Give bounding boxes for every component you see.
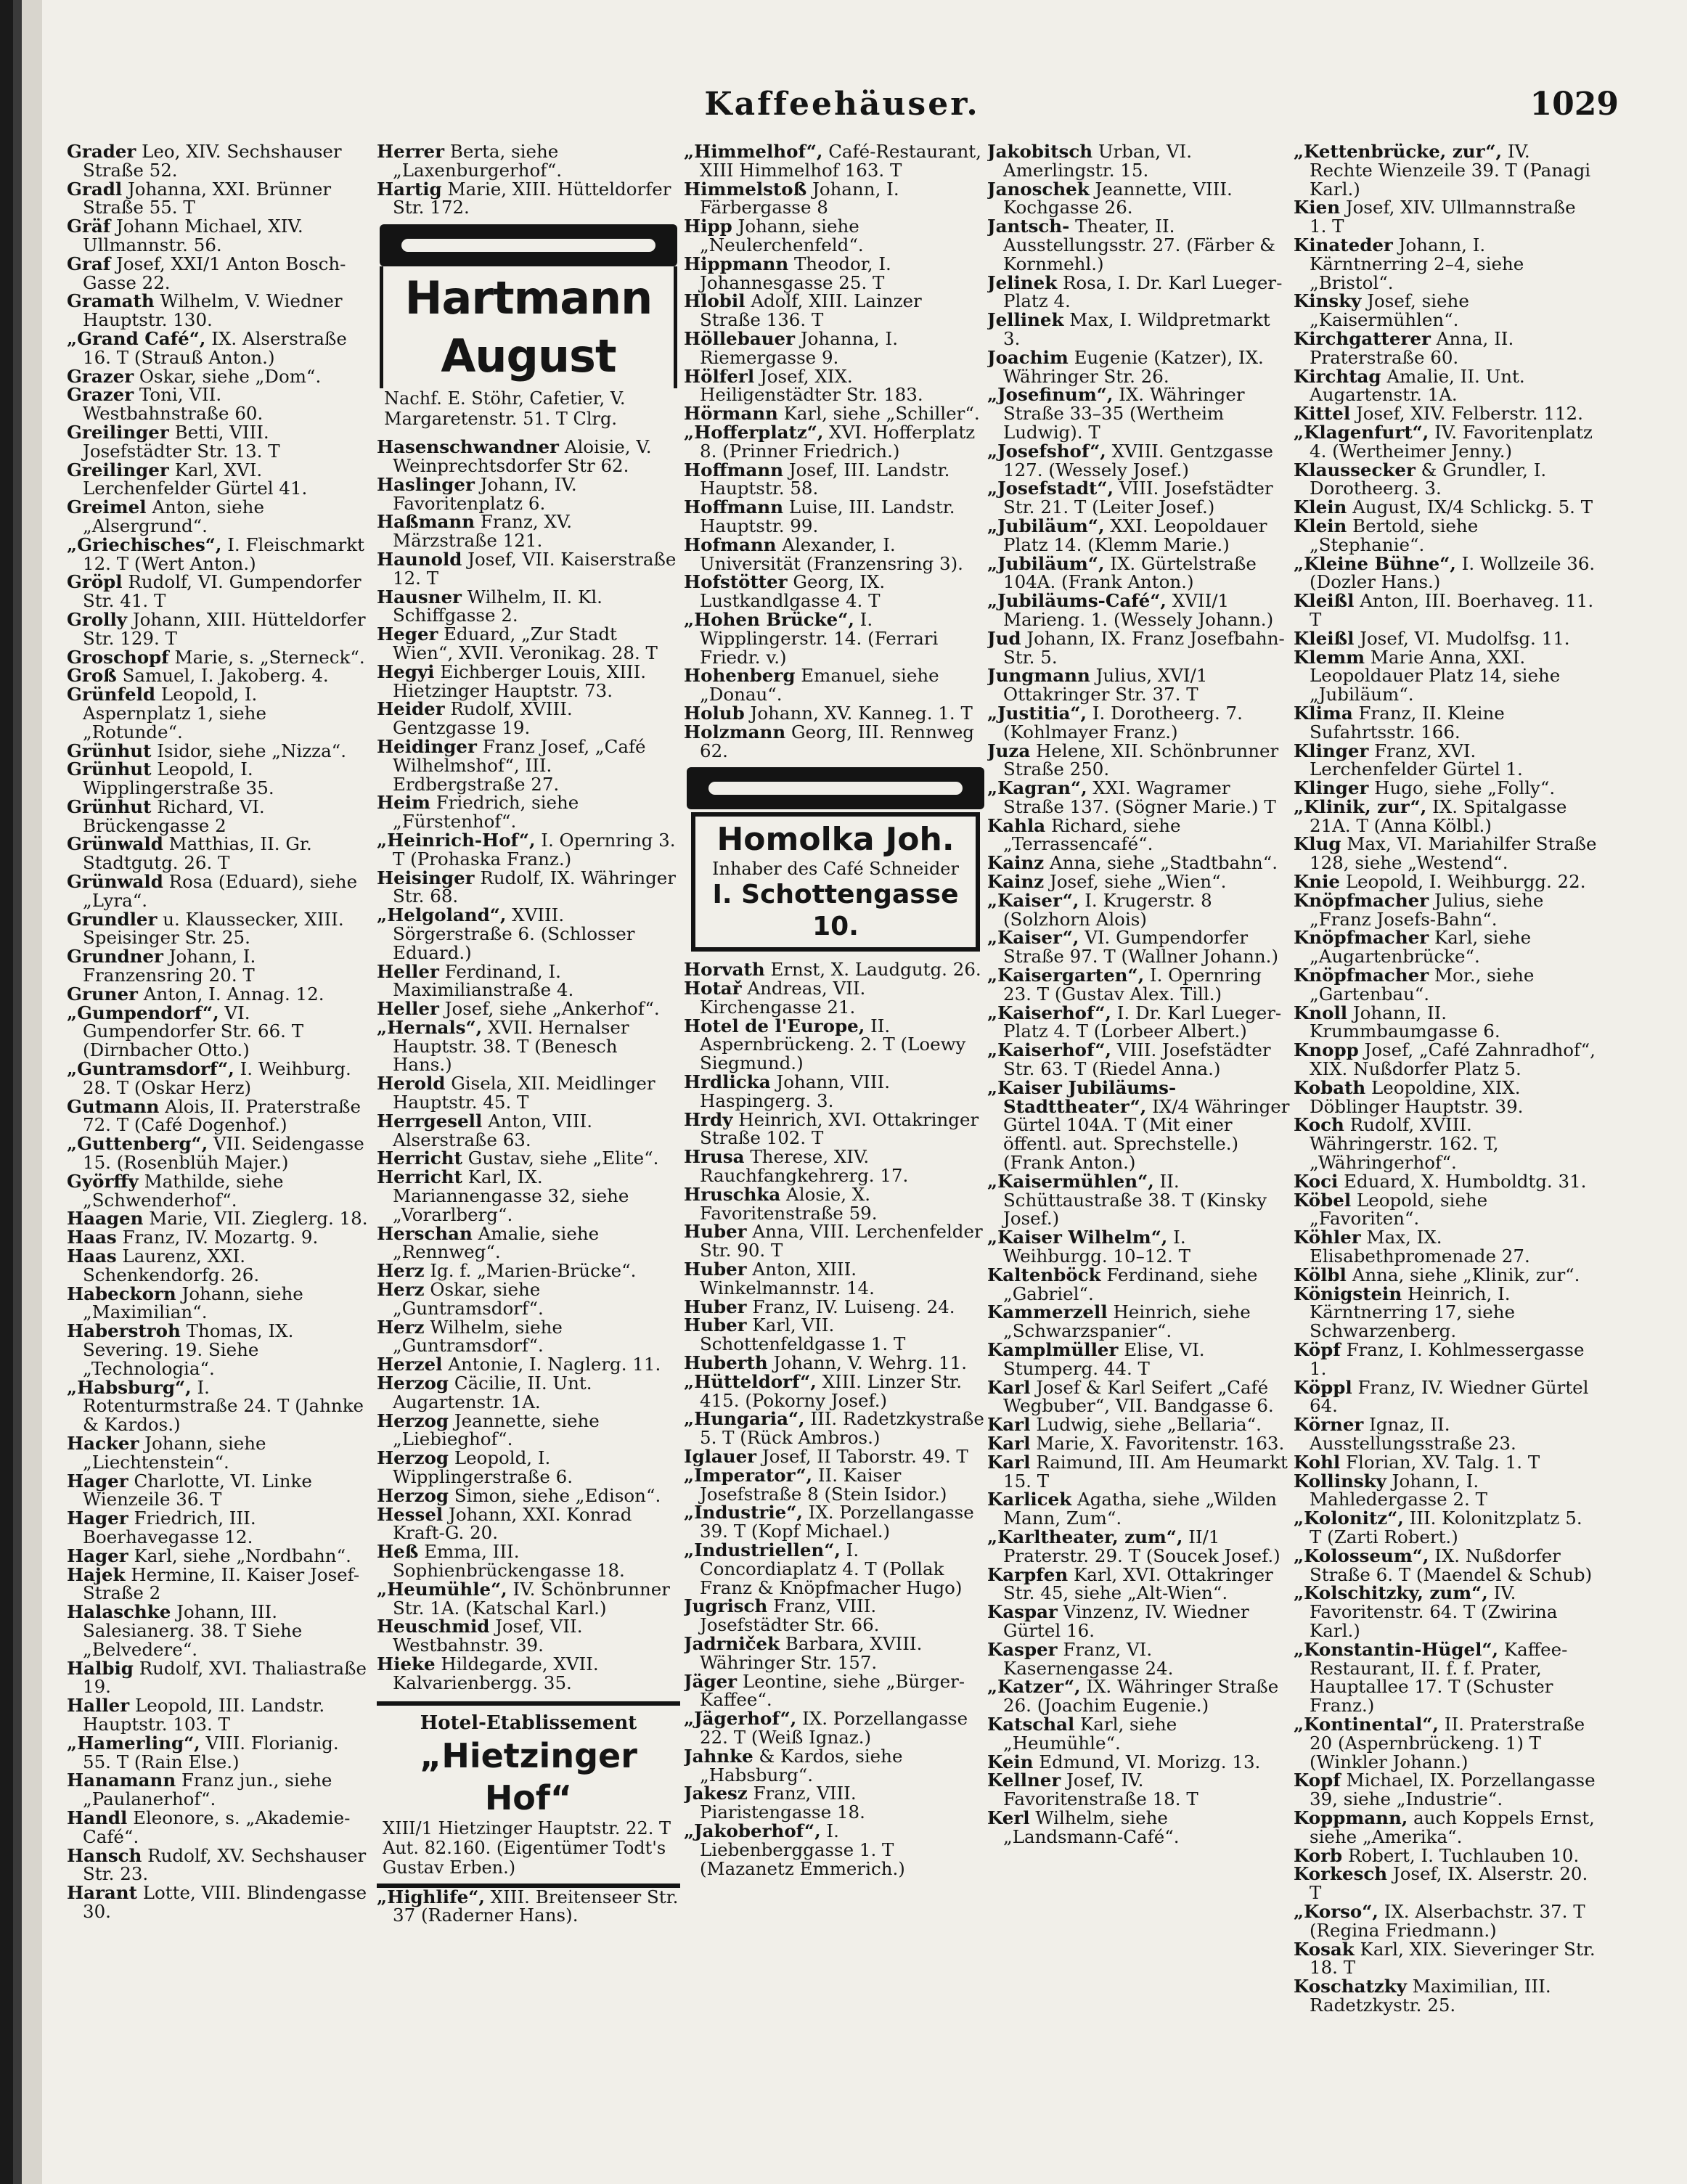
list-item: Hessel Johann, XXI. Konrad Kraft-G. 20. bbox=[377, 1503, 632, 1544]
list-item: Karlicek Agatha, siehe „Wilden Mann, Zum“. bbox=[987, 1489, 1277, 1529]
list-item: „Jubiläums-Café“, XVII/1 Marieng. 1. (Wessely Johann.) bbox=[987, 590, 1274, 630]
list-item: Haßmann Franz, XV. Märzstraße 121. bbox=[377, 511, 573, 552]
list-item: Herzel Antonie, I. Naglerg. 11. bbox=[377, 1354, 661, 1375]
list-item: „Josefstadt“, VIII. Josefstädter Str. 21. T (Leiter Josef.) bbox=[987, 478, 1273, 518]
list-item: Haslinger Johann, IV. Favoritenplatz 6. bbox=[377, 473, 577, 514]
list-item: Kirchtag Amalie, II. Unt. Augartenstr. 1A. bbox=[1294, 365, 1525, 406]
list-item: „Kaiser Jubiläums-Stadttheater“, IX/4 Währinger Gürtel 104A. T (Mit einer öffentl. aut. Sprechstelle.) (Frank Anton.) bbox=[987, 1076, 1290, 1174]
list-item: Grazer Toni, VII. Westbahnstraße 60. bbox=[67, 384, 264, 425]
ad-ornament-bar bbox=[687, 767, 984, 809]
list-item: Koch Rudolf, XVIII. Währingerstr. 162. T, „Währingerhof“. bbox=[1294, 1114, 1499, 1174]
list-item: Kellner Josef, IV. Favoritenstraße 18. T bbox=[987, 1770, 1198, 1810]
list-item: Haas Laurenz, XXI. Schenkendorfg. 26. bbox=[67, 1246, 260, 1285]
list-item: Heller Josef, siehe „Ankerhof“. bbox=[377, 998, 660, 1020]
list-item: „Gumpendorf“, VI. Gumpendorfer Str. 66. T (Dirnbacher Otto.) bbox=[67, 1002, 304, 1061]
list-item: „Karltheater, zum“, II/1 Praterstr. 29. T (Soucek Josef.) bbox=[987, 1526, 1280, 1566]
list-item: Grundner Johann, I. Franzensring 20. T bbox=[67, 946, 256, 986]
list-item: Holzmann Georg, III. Rennweg 62. bbox=[684, 721, 974, 761]
ad-ornament-bar bbox=[380, 224, 677, 266]
list-item: Haberstroh Thomas, IX. Severing. 19. Siehe „Technologia“. bbox=[67, 1320, 294, 1379]
list-item: Herzog Cäcilie, II. Unt. Augartenstr. 1A. bbox=[377, 1373, 592, 1412]
list-item: Karl Josef & Karl Seifert „Café Wegbuber“, VII. Bandgasse 6. bbox=[987, 1376, 1274, 1417]
list-item: Heisinger Rudolf, IX. Währinger Str. 68. bbox=[377, 867, 677, 907]
list-item: Halbig Rudolf, XVI. Thaliastraße 19. bbox=[67, 1657, 367, 1698]
list-item: Heider Rudolf, XVIII. Gentzgasse 19. bbox=[377, 698, 573, 739]
list-item: Huberth Johann, V. Wehrg. 11. bbox=[684, 1352, 967, 1374]
list-item: Hrdy Heinrich, XVI. Ottakringer Straße 102. T bbox=[684, 1108, 979, 1149]
list-item: Heuschmid Josef, VII. Westbahnstr. 39. bbox=[377, 1616, 583, 1656]
list-item: Grünhut Richard, VI. Brückengasse 2 bbox=[67, 796, 265, 836]
list-item: „Klagenfurt“, IV. Favoritenplatz 4. (Wertheimer Jenny.) bbox=[1294, 421, 1593, 462]
list-item: Karpfen Karl, XVI. Ottakringer Str. 45, siehe „Alt-Wien“. bbox=[987, 1563, 1273, 1604]
list-item: Grundler u. Klaussecker, XIII. Speisinger Str. 25. bbox=[67, 908, 344, 949]
list-item: Korkesch Josef, IX. Alserstr. 20. T bbox=[1294, 1863, 1588, 1904]
list-item: „Kaiser“, I. Krugerstr. 8 (Solzhorn Alois) bbox=[987, 889, 1212, 930]
list-item: „Korso“, IX. Alserbachstr. 37. T (Regina Friedmann.) bbox=[1294, 1900, 1585, 1941]
list-item: Horvath Ernst, X. Laudgutg. 26. bbox=[684, 959, 981, 981]
list-item: Herschan Amalie, siehe „Rennweg“. bbox=[377, 1222, 600, 1263]
advertisement-hartmann bbox=[377, 224, 680, 429]
list-item: „Grand Café“, IX. Alserstraße 16. T (Strauß Anton.) bbox=[67, 327, 347, 368]
list-item: Haller Leopold, III. Landstr. Hauptstr. 103. T bbox=[67, 1695, 325, 1735]
list-item: Grünhut Leopold, I. Wipplingerstraße 35. bbox=[67, 758, 274, 799]
list-item: Herold Gisela, XII. Meidlinger Hauptstr. 45. T bbox=[377, 1073, 655, 1113]
list-item: Hofstötter Georg, IX. Lustkandlgasse 4. T bbox=[684, 571, 886, 612]
list-item: Jantsch- Theater, II. Ausstellungsstr. 27. (Färber & Kornmehl.) bbox=[987, 216, 1275, 274]
list-item: Knöpfmacher Mor., siehe „Gartenbau“. bbox=[1294, 965, 1535, 1005]
list-item: „Heinrich-Hof“, I. Opernring 3. T (Prohaska Franz.) bbox=[377, 829, 676, 870]
list-item: „Jubiläum“, IX. Gürtelstraße 104A. (Frank Anton.) bbox=[987, 552, 1257, 593]
list-item: Karl Marie, X. Favoritenstr. 163. bbox=[987, 1432, 1285, 1454]
list-item: Hölferl Josef, XIX. Heiligenstädter Str. 183. bbox=[684, 365, 923, 406]
advertisement-homolka bbox=[684, 767, 987, 952]
list-item: Hipp Johann, siehe „Neulerchenfeld“. bbox=[684, 216, 864, 255]
list-item: Grolly Johann, XIII. Hütteldorfer Str. 129. T bbox=[67, 608, 366, 649]
list-item: Klinger Franz, XVI. Lerchenfelder Gürtel 1. bbox=[1294, 740, 1523, 780]
list-item: Klein Bertold, siehe „Stephanie“. bbox=[1294, 515, 1479, 555]
list-item: Kölbl Anna, siehe „Klinik, zur“. bbox=[1294, 1264, 1580, 1285]
list-item: Kein Edmund, VI. Morizg. 13. bbox=[987, 1751, 1261, 1772]
list-item: „Kaiserhof“, VIII. Josefstädter Str. 63. T (Riedel Anna.) bbox=[987, 1039, 1271, 1080]
ad-address: XIII/1 Hietzinger Hauptstr. 22. T Aut. 82.160. (Eigentümer Todt's Gustav Erben.) bbox=[383, 1817, 671, 1878]
list-item: Gutmann Alois, II. Praterstraße 72. T (Café Dogenhof.) bbox=[67, 1095, 361, 1136]
list-item: „Kaisergarten“, I. Opernring 23. T (Gustav Alex. Till.) bbox=[987, 965, 1262, 1005]
list-item: Kainz Anna, siehe „Stadtbahn“. bbox=[987, 852, 1278, 874]
list-item: Grazer Oskar, siehe „Dom“. bbox=[67, 365, 322, 387]
advertisement-hietzinger-hof bbox=[377, 1701, 680, 1888]
list-item: „Katzer“, IX. Währinger Straße 26. (Joachim Eugenie.) bbox=[987, 1676, 1279, 1717]
list-item: „Industrie“, IX. Porzellangasse 39. T (Kopf Michael.) bbox=[684, 1502, 974, 1542]
list-item: Hohenberg Emanuel, siehe „Donau“. bbox=[684, 665, 939, 705]
list-item: Knoll Johann, II. Krummbaumgasse 6. bbox=[1294, 1002, 1500, 1042]
list-item: Hruschka Alosie, X. Favoritenstraße 59. bbox=[684, 1183, 878, 1224]
list-item: „Jubiläum“, XXI. Leopoldauer Platz 14. (Klemm Marie.) bbox=[987, 515, 1267, 555]
list-item: Hörmann Karl, siehe „Schiller“. bbox=[684, 403, 980, 425]
list-item: Kollinsky Johann, I. Mahledergasse 2. T bbox=[1294, 1470, 1487, 1510]
list-item: Grünwald Rosa (Eduard), siehe „Lyra“. bbox=[67, 871, 358, 911]
list-item: Heidinger Franz Josef, „Café Wilhelmshof“, III. Erdbergstraße 27. bbox=[377, 735, 646, 795]
list-item: Koppmann, auch Koppels Ernst, siehe „Amerika“. bbox=[1294, 1807, 1595, 1847]
list-item: Königstein Heinrich, I. Kärntnerring 17, siehe Schwarzenberg. bbox=[1294, 1283, 1515, 1342]
list-item: „Jägerhof“, IX. Porzellangasse 22. T (Weiß Ignaz.) bbox=[684, 1708, 968, 1748]
list-item: Herzog Jeannette, siehe „Liebieghof“. bbox=[377, 1410, 600, 1450]
list-item: Hrusa Therese, XIV. Rauchfangkehrerg. 17. bbox=[684, 1146, 909, 1187]
list-item: Gruner Anton, I. Annag. 12. bbox=[67, 983, 324, 1005]
column-1 bbox=[67, 142, 370, 2160]
list-item: Hegyi Eichberger Louis, XIII. Hietzinger Hauptstr. 73. bbox=[377, 660, 647, 701]
list-item: Klemm Marie Anna, XXI. Leopoldauer Platz 14, siehe „Jubiläum“. bbox=[1294, 646, 1561, 705]
list-item: Heim Friedrich, siehe „Fürstenhof“. bbox=[377, 792, 579, 833]
ad-frame bbox=[691, 812, 980, 952]
list-item: Haunold Josef, VII. Kaiserstraße 12. T bbox=[377, 548, 677, 589]
list-item: Hasenschwandner Aloisie, V. Weinprechtsdorfer Str 62. bbox=[377, 436, 652, 476]
list-item: Kinateder Johann, I. Kärntnerring 2–4, siehe „Bristol“. bbox=[1294, 234, 1524, 293]
list-item: Hotař Andreas, VII. Kirchengasse 21. bbox=[684, 978, 866, 1018]
list-item: Kleißl Anton, III. Boerhaveg. 11. T bbox=[1294, 590, 1594, 630]
list-item: „Justitia“, I. Dorotheerg. 7. (Kohlmayer Franz.) bbox=[987, 702, 1243, 743]
list-item: Herricht Karl, IX. Mariannengasse 32, siehe „Vorarlberg“. bbox=[377, 1166, 629, 1225]
list-item: „Kolonitz“, III. Kolonitzplatz 5. T (Zarti Robert.) bbox=[1294, 1508, 1582, 1547]
list-item: Grader Leo, XIV. Sechshauser Straße 52. bbox=[67, 142, 342, 181]
list-item: Halaschke Johann, III. Salesianerg. 38. T Siehe „Belvedere“. bbox=[67, 1601, 303, 1660]
list-item: „Guttenberg“, VII. Seidengasse 15. (Rosenblüh Majer.) bbox=[67, 1133, 364, 1174]
list-item: Kinsky Josef, siehe „Kaisermühlen“. bbox=[1294, 290, 1469, 331]
list-item: „Kaiser Wilhelm“, I. Weihburgg. 10–12. T bbox=[987, 1227, 1190, 1267]
list-item: Hansch Rudolf, XV. Sechshauser Str. 23. bbox=[67, 1844, 367, 1885]
list-item: Klima Franz, II. Kleine Sufahrtsstr. 166. bbox=[1294, 702, 1505, 743]
list-item: Knöpfmacher Julius, siehe „Franz Josefs-Bahn“. bbox=[1294, 889, 1544, 930]
list-item: „Kolosseum“, IX. Nußdorfer Straße 6. T (Maendel & Schub) bbox=[1294, 1545, 1593, 1585]
list-item: Gradl Johanna, XXI. Brünner Straße 55. T bbox=[67, 178, 332, 218]
list-item: Hager Friedrich, III. Boerhavegasse 12. bbox=[67, 1508, 256, 1547]
list-item: Kobath Leopoldine, XIX. Döblinger Hauptstr. 39. bbox=[1294, 1076, 1524, 1117]
list-item: Hippmann Theodor, I. Johannesgasse 25. T bbox=[684, 253, 891, 293]
list-item: Hanamann Franz jun., siehe „Paulanerhof“. bbox=[67, 1770, 332, 1810]
list-item: Kaspar Vinzenz, IV. Wiedner Gürtel 16. bbox=[987, 1601, 1249, 1641]
list-item: Jakesz Franz, VIII. Piaristengasse 18. bbox=[684, 1783, 865, 1823]
list-item: Jungmann Julius, XVI/1 Ottakringer Str. 37. T bbox=[987, 665, 1208, 705]
list-item: Korb Robert, I. Tuchlauben 10. bbox=[1294, 1844, 1580, 1866]
list-item: Knöpfmacher Karl, siehe „Augartenbrücke“. bbox=[1294, 927, 1532, 968]
list-item: Joachim Eugenie (Katzer), IX. Währinger Str. 26. bbox=[987, 346, 1264, 387]
list-item: „Hernals“, XVII. Hernalser Hauptstr. 38. T (Benesch Hans.) bbox=[377, 1016, 629, 1076]
list-item: „Industriellen“, I. Concordiaplatz 4. T (Pollak Franz & Knöpfmacher Hugo) bbox=[684, 1539, 963, 1598]
ad-address: Nachf. E. Stöhr, Cafetier, V. Margaretenstr. 51. T Clrg. bbox=[384, 388, 626, 430]
list-item: Herrgesell Anton, VIII. Alserstraße 63. bbox=[377, 1110, 592, 1150]
list-item: Hajek Hermine, II. Kaiser Josef-Straße 2 bbox=[67, 1563, 360, 1604]
list-item: Karl Raimund, III. Am Heumarkt 15. T bbox=[987, 1451, 1288, 1492]
list-item: Greilinger Betti, VIII. Josefstädter Str. 13. T bbox=[67, 421, 280, 462]
list-item: Hager Charlotte, VI. Linke Wienzeile 36. T bbox=[67, 1470, 312, 1510]
list-item: Herzog Leopold, I. Wipplingerstraße 6. bbox=[377, 1447, 573, 1488]
list-item: „Kolschitzky, zum“, IV. Favoritenstr. 64. T (Zwirina Karl.) bbox=[1294, 1582, 1558, 1641]
list-item: Gramath Wilhelm, V. Wiedner Hauptstr. 130. bbox=[67, 290, 343, 331]
list-item: Heß Emma, III. Sophienbrückengasse 18. bbox=[377, 1541, 625, 1581]
list-item: Heger Eduard, „Zur Stadt Wien“, XVII. Veronikag. 28. T bbox=[377, 623, 658, 663]
ad-headline: „Hietzinger Hof“ bbox=[420, 1735, 637, 1817]
list-item: Koci Eduard, X. Humboldtg. 31. bbox=[1294, 1170, 1587, 1192]
list-item: Jakobitsch Urban, VI. Amerlingstr. 15. bbox=[987, 142, 1193, 181]
list-item: Koschatzky Maximilian, III. Radetzkystr. 25. bbox=[1294, 1976, 1551, 2016]
list-item: Kasper Franz, VI. Kasernengasse 24. bbox=[987, 1638, 1174, 1679]
list-item: Kien Josef, XIV. Ullmannstraße 1. T bbox=[1294, 197, 1576, 237]
list-item: Kirchgatterer Anna, II. Praterstraße 60. bbox=[1294, 327, 1514, 368]
list-item: „Hofferplatz“, XVI. Hofferplatz 8. (Prinner Friedrich.) bbox=[684, 421, 976, 462]
list-item: Höllebauer Johanna, I. Riemergasse 9. bbox=[684, 327, 898, 368]
list-item: „Griechisches“, I. Fleischmarkt 12. T (Wert Anton.) bbox=[67, 533, 364, 574]
list-item: Groß Samuel, I. Jakoberg. 4. bbox=[67, 665, 329, 687]
list-item: „Josefshof“, XVIII. Gentzgasse 127. (Wessely Josef.) bbox=[987, 440, 1273, 480]
list-item: Klein August, IX/4 Schlickg. 5. T bbox=[1294, 496, 1593, 518]
list-item: Györffy Mathilde, siehe „Schwenderhof“. bbox=[67, 1170, 284, 1211]
list-item: Gröpl Rudolf, VI. Gumpendorfer Str. 41. T bbox=[67, 571, 362, 612]
list-item: „Kontinental“, II. Praterstraße 20 (Aspernbrückeng. 1) T (Winkler Johann.) bbox=[1294, 1713, 1585, 1772]
list-item: Klaussecker & Grundler, I. Dorotheerg. 3. bbox=[1294, 459, 1547, 499]
list-item: „Helgoland“, XVIII. Sörgerstraße 6. (Schlosser Eduard.) bbox=[377, 904, 635, 963]
list-item: „Imperator“, II. Kaiser Josefstraße 8 (Stein Isidor.) bbox=[684, 1464, 947, 1505]
list-item: „Habsburg“, I. Rotenturmstraße 24. T (Jahnke & Kardos.) bbox=[67, 1376, 364, 1436]
list-item: Kosak Karl, XIX. Sieveringer Str. 18. T bbox=[1294, 1938, 1596, 1979]
list-item: Karl Ludwig, siehe „Bellaria“. bbox=[987, 1414, 1262, 1436]
list-item: Juza Helene, XII. Schönbrunner Straße 250. bbox=[987, 740, 1279, 780]
list-item: Janoschek Jeannette, VIII. Kochgasse 26. bbox=[987, 178, 1233, 218]
list-item: Hacker Johann, siehe „Liechtenstein“. bbox=[67, 1432, 266, 1473]
ad-headline: Homolka Joh. bbox=[716, 821, 955, 859]
list-item: Herz Ig. f. „Marien-Brücke“. bbox=[377, 1260, 637, 1282]
column-2 bbox=[377, 142, 680, 2160]
list-item: Kleißl Josef, VI. Mudolfsg. 11. bbox=[1294, 627, 1570, 649]
list-item: „Hungaria“, III. Radetzkystraße 5. T (Rück Ambros.) bbox=[684, 1408, 984, 1449]
list-item: „Jakoberhof“, I. Liebenberggasse 1. T (Mazanetz Emmerich.) bbox=[684, 1820, 905, 1879]
list-item: Greimel Anton, siehe „Alsergrund“. bbox=[67, 496, 264, 536]
list-item: „Konstantin-Hügel“, Kaffee-Restaurant, II. f. f. Prater, Hauptallee 17. T (Schuster Franz.) bbox=[1294, 1638, 1568, 1717]
list-item: Jelinek Rosa, I. Dr. Karl Lueger-Platz 4. bbox=[987, 271, 1283, 312]
list-item: Grünwald Matthias, II. Gr. Stadtgutg. 26. T bbox=[67, 833, 312, 874]
list-item: „Hohen Brücke“, I. Wipplingerstr. 14. (Ferrari Friedr. v.) bbox=[684, 608, 939, 668]
list-item: Jahnke & Kardos, siehe „Habsburg“. bbox=[684, 1745, 903, 1786]
list-item: Herricht Gustav, siehe „Elite“. bbox=[377, 1148, 659, 1169]
list-item: Köhler Max, IX. Elisabethpromenade 27. bbox=[1294, 1227, 1530, 1267]
list-item: „Himmelhof“, Café-Restaurant, XIII Himmelhof 163. T bbox=[684, 142, 981, 181]
list-item: Greilinger Karl, XVI. Lerchenfelder Gürtel 41. bbox=[67, 459, 308, 499]
list-item: Iglauer Josef, II Taborstr. 49. T bbox=[684, 1446, 968, 1468]
list-item: „Kaisermühlen“, II. Schüttaustraße 38. T (Kinsky Josef.) bbox=[987, 1170, 1267, 1230]
list-item: „Hamerling“, VIII. Florianig. 55. T (Rain Else.) bbox=[67, 1732, 339, 1772]
page-gutter bbox=[0, 0, 42, 2184]
list-item: Kammerzell Heinrich, siehe „Schwarzspanier“. bbox=[987, 1301, 1251, 1342]
list-item: Handl Eleonore, s. „Akademie-Café“. bbox=[67, 1807, 351, 1847]
list-item: Kopf Michael, IX. Porzellangasse 39, siehe „Industrie“. bbox=[1294, 1770, 1596, 1810]
ad-headline: Hartmann August bbox=[380, 266, 677, 388]
list-item: Hlobil Adolf, XIII. Lainzer Straße 136. T bbox=[684, 290, 922, 331]
list-item: Huber Anna, VIII. Lerchenfelder Str. 90. T bbox=[684, 1221, 983, 1261]
list-item: Hager Karl, siehe „Nordbahn“. bbox=[67, 1545, 351, 1566]
list-item: Köpf Franz, I. Kohlmessergasse 1. bbox=[1294, 1339, 1585, 1379]
list-item: Huber Karl, VII. Schottenfeldgasse 1. T bbox=[684, 1314, 906, 1355]
list-item: Herzog Simon, siehe „Edison“. bbox=[377, 1484, 661, 1506]
list-item: Grünhut Isidor, siehe „Nizza“. bbox=[67, 740, 346, 761]
list-item: Himmelstoß Johann, I. Färbergasse 8 bbox=[684, 178, 899, 218]
list-item: Kainz Josef, siehe „Wien“. bbox=[987, 871, 1227, 893]
list-item: Jud Johann, IX. Franz Josefbahn-Str. 5. bbox=[987, 627, 1285, 668]
list-item: „Kaiserhof“, I. Dr. Karl Lueger-Platz 4. T (Lorbeer Albert.) bbox=[987, 1002, 1282, 1042]
list-item: Kittel Josef, XIV. Felberstr. 112. bbox=[1294, 403, 1583, 425]
list-item: Huber Anton, XIII. Winkelmannstr. 14. bbox=[684, 1259, 875, 1298]
list-item: Katschal Karl, siehe „Heumühle“. bbox=[987, 1713, 1177, 1754]
list-item: Groschopf Marie, s. „Sterneck“. bbox=[67, 646, 365, 668]
list-item: Jugrisch Franz, VIII. Josefstädter Str. 66. bbox=[684, 1595, 880, 1636]
list-item: Kamplmüller Elise, VI. Stumperg. 44. T bbox=[987, 1339, 1205, 1379]
list-item: Kaltenböck Ferdinand, siehe „Gabriel“. bbox=[987, 1264, 1258, 1304]
list-item: Graf Josef, XXI/1 Anton Bosch-Gasse 22. bbox=[67, 253, 346, 293]
ad-address: I. Schottengasse 10. bbox=[712, 880, 959, 942]
list-item: Jellinek Max, I. Wildpretmarkt 3. bbox=[987, 309, 1270, 349]
list-item: Hausner Wilhelm, II. Kl. Schiffgasse 2. bbox=[377, 586, 602, 626]
page-number: 1029 bbox=[1529, 86, 1619, 123]
list-item: Kerl Wilhelm, siehe „Landsmann-Café“. bbox=[987, 1807, 1180, 1847]
list-item: Heller Ferdinand, I. Maximilianstraße 4. bbox=[377, 960, 574, 1001]
list-item: „Kagran“, XXI. Wagramer Straße 137. (Sögner Marie.) T bbox=[987, 777, 1276, 817]
list-item: Hieke Hildegarde, XVII. Kalvarienbergg. 35. bbox=[377, 1653, 599, 1693]
list-item: Jäger Leontine, siehe „Bürger-Kaffee“. bbox=[684, 1670, 965, 1711]
list-item: Habeckorn Johann, siehe „Maximilian“. bbox=[67, 1283, 303, 1323]
list-item: Grünfeld Leopold, I. Aspernplatz 1, siehe „Rotunde“. bbox=[67, 684, 266, 743]
list-item: Herz Oskar, siehe „Guntramsdorf“. bbox=[377, 1279, 544, 1319]
list-item: Köppl Franz, IV. Wiedner Gürtel 64. bbox=[1294, 1376, 1589, 1417]
list-item: „Kaiser“, VI. Gumpendorfer Straße 97. T (Wallner Johann.) bbox=[987, 927, 1279, 968]
page-header bbox=[65, 86, 1619, 129]
list-item: Hoffmann Luise, III. Landstr. Hauptstr. 99. bbox=[684, 496, 955, 536]
page-title: Kaffeehäuser. bbox=[704, 86, 980, 123]
ad-subline: Inhaber des Café Schneider bbox=[712, 859, 959, 880]
list-item: Kohl Florian, XV. Talg. 1. T bbox=[1294, 1451, 1540, 1473]
list-item: Harant Lotte, VIII. Blindengasse 30. bbox=[67, 1882, 367, 1922]
list-item: Klinger Hugo, siehe „Folly“. bbox=[1294, 777, 1556, 799]
list-item: Körner Ignaz, II. Ausstellungsstraße 23. bbox=[1294, 1414, 1516, 1454]
list-item: Knie Leopold, I. Weihburgg. 22. bbox=[1294, 871, 1586, 893]
list-item: Hartig Marie, XIII. Hütteldorfer Str. 172. bbox=[377, 178, 671, 218]
list-item: Holub Johann, XV. Kanneg. 1. T bbox=[684, 702, 973, 724]
list-item: Hofmann Alexander, I. Universität (Franzensring 3). bbox=[684, 533, 963, 574]
list-item: Haas Franz, IV. Mozartg. 9. bbox=[67, 1227, 319, 1248]
column-3 bbox=[684, 142, 987, 2160]
list-item: Klug Max, VI. Mariahilfer Straße 128, siehe „Westend“. bbox=[1294, 833, 1597, 874]
list-item: Herrer Berta, siehe „Laxenburgerhof“. bbox=[377, 142, 563, 181]
list-item: Hotel de l'Europe, II. Aspernbrückeng. 2. T (Loewy Siegmund.) bbox=[684, 1015, 966, 1074]
list-item: „Highlife“, XIII. Breitenseer Str. 37 (Raderner Hans). bbox=[377, 1886, 679, 1926]
list-item: „Kleine Bühne“, I. Wollzeile 36. (Dozler Hans.) bbox=[1294, 552, 1596, 593]
list-item: Gräf Johann Michael, XIV. Ullmannstr. 56. bbox=[67, 216, 303, 255]
list-item: Hoffmann Josef, III. Landstr. Hauptstr. 58. bbox=[684, 459, 950, 499]
list-item: Kahla Richard, siehe „Terrassencafé“. bbox=[987, 814, 1181, 855]
list-item: Jadrniček Barbara, XVIII. Währinger Str. 157. bbox=[684, 1632, 923, 1673]
list-item: „Heumühle“, IV. Schönbrunner Str. 1A. (Katschal Karl.) bbox=[377, 1578, 670, 1619]
list-item: „Klinik, zur“, IX. Spitalgasse 21A. T (Anna Kölbl.) bbox=[1294, 796, 1567, 836]
list-item: „Hütteldorf“, XIII. Linzer Str. 415. (Pokorny Josef.) bbox=[684, 1370, 962, 1411]
list-item: Herz Wilhelm, siehe „Guntramsdorf“. bbox=[377, 1316, 563, 1357]
list-item: Knopp Josef, „Café Zahnradhof“, XIX. Nußdorfer Platz 5. bbox=[1294, 1039, 1596, 1080]
ad-kicker: Hotel-Etablissement bbox=[420, 1711, 637, 1734]
list-item: Hrdlicka Johann, VIII. Haspingerg. 3. bbox=[684, 1071, 890, 1111]
list-item: Köbel Leopold, siehe „Favoriten“. bbox=[1294, 1189, 1488, 1230]
column-5 bbox=[1294, 142, 1597, 2160]
column-4 bbox=[987, 142, 1291, 2160]
list-item: Haagen Marie, VII. Zieglerg. 18. bbox=[67, 1208, 368, 1230]
list-item: „Guntramsdorf“, I. Weihburg. 28. T (Oskar Herz) bbox=[67, 1058, 351, 1098]
list-item: „Josefinum“, IX. Währinger Straße 33–35 (Wertheim Ludwig). T bbox=[987, 384, 1245, 443]
list-item: „Kettenbrücke, zur“, IV. Rechte Wienzeile 39. T (Panagi Karl.) bbox=[1294, 142, 1591, 200]
list-item: Huber Franz, IV. Luiseng. 24. bbox=[684, 1296, 955, 1317]
